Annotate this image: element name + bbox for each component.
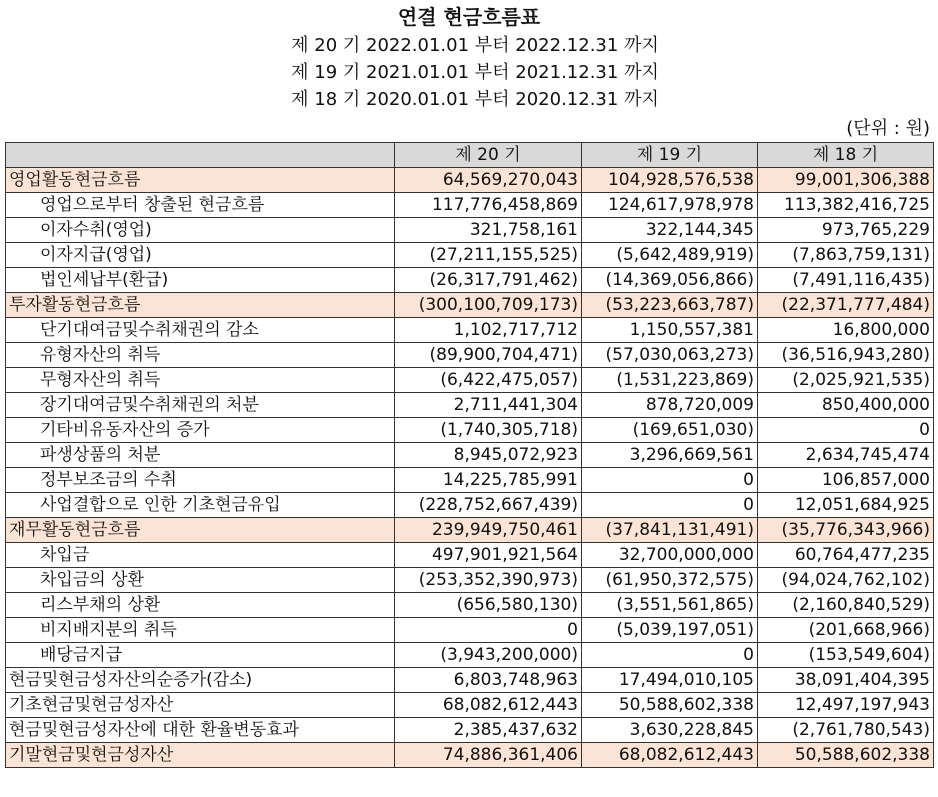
value-period-19: (37,841,131,491): [582, 518, 758, 543]
value-period-19: (57,030,063,273): [582, 343, 758, 368]
value-period-20: (253,352,390,973): [395, 568, 582, 593]
table-row: [6, 368, 934, 393]
value-period-18: 113,382,416,725: [758, 193, 934, 218]
value-period-19: (3,551,561,865): [582, 593, 758, 618]
value-period-20: (656,580,130): [395, 593, 582, 618]
table-row: [6, 418, 934, 443]
table-row: [6, 168, 934, 193]
value-period-19: (169,651,030): [582, 418, 758, 443]
value-period-18: (94,024,762,102): [758, 568, 934, 593]
value-period-20: 74,886,361,406: [395, 743, 582, 768]
value-period-18: (35,776,343,966): [758, 518, 934, 543]
value-period-20: 8,945,072,923: [395, 443, 582, 468]
value-period-20: 321,758,161: [395, 218, 582, 243]
row-label: 투자활동현금흐름: [6, 293, 395, 318]
value-period-19: 0: [582, 468, 758, 493]
value-period-18: 60,764,477,235: [758, 543, 934, 568]
row-label: 법인세납부(환급): [6, 268, 395, 293]
value-period-18: 973,765,229: [758, 218, 934, 243]
row-label: 배당금지급: [6, 643, 395, 668]
value-period-20: (3,943,200,000): [395, 643, 582, 668]
table-row: [6, 618, 934, 643]
value-period-20: 0: [395, 618, 582, 643]
value-period-18: (153,549,604): [758, 643, 934, 668]
period-line-18: 제 18 기 2020.01.01 부터 2020.12.31 까지: [291, 89, 659, 110]
table-row: [6, 243, 934, 268]
row-label: 단기대여금및수취채권의 감소: [6, 318, 395, 343]
value-period-20: 497,901,921,564: [395, 543, 582, 568]
value-period-18: 12,051,684,925: [758, 493, 934, 518]
value-period-19: (5,039,197,051): [582, 618, 758, 643]
statement-title: 연결 현금흐름표: [397, 5, 541, 29]
header-period-20: 제 20 기: [395, 143, 582, 168]
row-label: 사업결합으로 인한 기초현금유입: [6, 493, 395, 518]
row-label: 장기대여금및수취채권의 처분: [6, 393, 395, 418]
value-period-19: (1,531,223,869): [582, 368, 758, 393]
value-period-19: 0: [582, 493, 758, 518]
table-row: [6, 718, 934, 743]
row-label: 파생상품의 처분: [6, 443, 395, 468]
unit-label: (단위 : 원): [846, 118, 930, 139]
value-period-19: (14,369,056,866): [582, 268, 758, 293]
table-body: [6, 168, 934, 768]
row-label: 차입금의 상환: [6, 568, 395, 593]
value-period-20: 14,225,785,991: [395, 468, 582, 493]
value-period-20: (228,752,667,439): [395, 493, 582, 518]
value-period-18: (22,371,777,484): [758, 293, 934, 318]
value-period-18: (7,491,116,435): [758, 268, 934, 293]
value-period-18: 0: [758, 418, 934, 443]
value-period-20: 117,776,458,869: [395, 193, 582, 218]
value-period-19: 878,720,009: [582, 393, 758, 418]
value-period-20: (89,900,704,471): [395, 343, 582, 368]
row-label: 현금및현금성자산에 대한 환율변동효과: [6, 718, 395, 743]
table-row: [6, 668, 934, 693]
value-period-18: 38,091,404,395: [758, 668, 934, 693]
value-period-20: (6,422,475,057): [395, 368, 582, 393]
value-period-20: (27,211,155,525): [395, 243, 582, 268]
value-period-18: 12,497,197,943: [758, 693, 934, 718]
value-period-19: 17,494,010,105: [582, 668, 758, 693]
cash-flow-table: [5, 142, 934, 768]
value-period-18: (201,668,966): [758, 618, 934, 643]
period-line-20: 제 20 기 2022.01.01 부터 2022.12.31 까지: [291, 35, 659, 56]
table-row: [6, 343, 934, 368]
table-row: [6, 643, 934, 668]
row-label: 기초현금및현금성자산: [6, 693, 395, 718]
value-period-20: 6,803,748,963: [395, 668, 582, 693]
table-row: [6, 443, 934, 468]
value-period-20: (300,100,709,173): [395, 293, 582, 318]
value-period-18: (2,025,921,535): [758, 368, 934, 393]
period-line-19: 제 19 기 2021.01.01 부터 2021.12.31 까지: [291, 62, 659, 83]
table-row: [6, 543, 934, 568]
header-label-cell: [6, 143, 395, 168]
table-row: [6, 318, 934, 343]
value-period-20: 1,102,717,712: [395, 318, 582, 343]
row-label: 유형자산의 취득: [6, 343, 395, 368]
header-period-18: 제 18 기: [758, 143, 934, 168]
value-period-20: 68,082,612,443: [395, 693, 582, 718]
table-row: [6, 193, 934, 218]
row-label: 비지배지분의 취득: [6, 618, 395, 643]
table-row: [6, 568, 934, 593]
row-label: 기타비유동자산의 증가: [6, 418, 395, 443]
table-row: [6, 593, 934, 618]
row-label: 기말현금및현금성자산: [6, 743, 395, 768]
value-period-18: (7,863,759,131): [758, 243, 934, 268]
value-period-18: 850,400,000: [758, 393, 934, 418]
value-period-18: (2,761,780,543): [758, 718, 934, 743]
row-label: 영업으로부터 창출된 현금흐름: [6, 193, 395, 218]
value-period-18: 2,634,745,474: [758, 443, 934, 468]
table-row: [6, 268, 934, 293]
row-label: 영업활동현금흐름: [6, 168, 395, 193]
value-period-20: 2,385,437,632: [395, 718, 582, 743]
value-period-18: 50,588,602,338: [758, 743, 934, 768]
value-period-19: (53,223,663,787): [582, 293, 758, 318]
value-period-18: 16,800,000: [758, 318, 934, 343]
value-period-20: 64,569,270,043: [395, 168, 582, 193]
value-period-18: (2,160,840,529): [758, 593, 934, 618]
row-label: 현금및현금성자산의순증가(감소): [6, 668, 395, 693]
row-label: 이자지급(영업): [6, 243, 395, 268]
table-row: [6, 393, 934, 418]
value-period-19: (61,950,372,575): [582, 568, 758, 593]
row-label: 리스부채의 상환: [6, 593, 395, 618]
row-label: 이자수취(영업): [6, 218, 395, 243]
value-period-19: 3,630,228,845: [582, 718, 758, 743]
row-label: 차입금: [6, 543, 395, 568]
value-period-19: (5,642,489,919): [582, 243, 758, 268]
value-period-19: 124,617,978,978: [582, 193, 758, 218]
value-period-19: 322,144,345: [582, 218, 758, 243]
value-period-19: 1,150,557,381: [582, 318, 758, 343]
table-row: [6, 518, 934, 543]
table-row: [6, 293, 934, 318]
value-period-19: 3,296,669,561: [582, 443, 758, 468]
value-period-19: 50,588,602,338: [582, 693, 758, 718]
value-period-19: 0: [582, 643, 758, 668]
row-label: 재무활동현금흐름: [6, 518, 395, 543]
value-period-19: 104,928,576,538: [582, 168, 758, 193]
value-period-19: 68,082,612,443: [582, 743, 758, 768]
table-row: [6, 218, 934, 243]
table-row: [6, 468, 934, 493]
table-header-row: [6, 143, 934, 168]
value-period-18: (36,516,943,280): [758, 343, 934, 368]
value-period-20: 239,949,750,461: [395, 518, 582, 543]
header-period-19: 제 19 기: [582, 143, 758, 168]
value-period-18: 99,001,306,388: [758, 168, 934, 193]
row-label: 무형자산의 취득: [6, 368, 395, 393]
table-row: [6, 493, 934, 518]
value-period-20: (1,740,305,718): [395, 418, 582, 443]
row-label: 정부보조금의 수취: [6, 468, 395, 493]
value-period-18: 106,857,000: [758, 468, 934, 493]
table-row: [6, 743, 934, 768]
table-row: [6, 693, 934, 718]
value-period-20: 2,711,441,304: [395, 393, 582, 418]
value-period-20: (26,317,791,462): [395, 268, 582, 293]
value-period-19: 32,700,000,000: [582, 543, 758, 568]
